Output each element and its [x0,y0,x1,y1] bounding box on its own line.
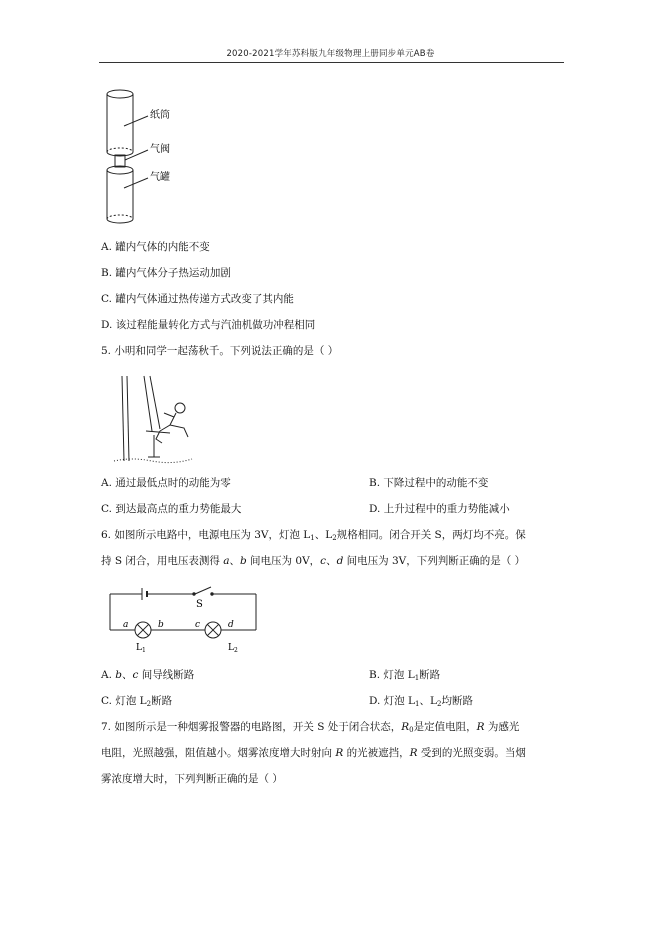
label-gas-can: 气罐 [150,172,170,183]
q5-option-c: C. 到达最高点的重力势能最大 [101,503,242,515]
page-header: 2020-2021学年苏科版九年级物理上册同步单元AB卷 [226,49,435,59]
q4-option-c: C. 罐内气体通过热传递方式改变了其内能 [101,293,294,305]
label-point-c: c [195,620,201,630]
q5-option-a: A. 通过最低点时的动能为零 [101,477,231,489]
q7-stem-line2: 电阻，光照越强，阻值越小。烟雾浓度增大时射向 R 的光被遮挡，R 受到的光照变弱。当烟 [101,747,526,759]
q4-option-a: A. 罐内气体的内能不变 [101,241,210,253]
can-figure [100,88,190,228]
q5-option-d: D. 上升过程中的重力势能减小 [369,503,510,515]
label-point-b: b [158,620,164,630]
label-switch-s: S [196,599,203,610]
label-point-a: a [123,620,129,630]
q7-stem-line3: 雾浓度增大时，下列判断正确的是（ ） [101,773,283,785]
header-rule [99,62,564,63]
q5-option-b: B. 下降过程中的动能不变 [369,477,489,489]
q6-option-a: A. b、c 间导线断路 [101,669,195,681]
q5-stem: 5. 小明和同学一起荡秋千。下列说法正确的是（ ） [101,345,339,357]
label-paper-tube: 纸筒 [150,110,170,121]
label-lamp-l1: $L_1$ [136,643,146,654]
q6-option-c: C. 灯泡 $L_2$断路 [101,695,173,708]
paper-tube-top [107,90,133,98]
label-lamp-l2: $L_2$ [228,643,238,654]
q6-option-b: B. 灯泡 $L_1$断路 [369,669,441,682]
q4-option-b: B. 罐内气体分子热运动加剧 [101,267,231,279]
q6-stem-line2: 持 S 闭合，用电压表测得 a、b 间电压为 0V，c、d 间电压为 3V，下列判断正确的是（ ） [101,555,526,567]
switch-lever [195,587,211,594]
switch-contact-left [193,593,195,595]
label-point-d: d [228,620,234,630]
q6-stem-line1: 6. 如图所示电路中，电源电压为 3V，灯泡 $L_1$、$L_2$规格相同。闭合开关 S，两灯均不亮。保 [101,529,526,542]
label-valve: 气阀 [150,144,170,155]
q6-option-d: D. 灯泡 $L_1$、$L_2$均断路 [369,695,473,708]
q4-option-d: D. 该过程能量转化方式与汽油机做功冲程相同 [101,319,316,331]
valve [115,155,125,167]
circuit-figure [108,586,263,654]
child-head [175,403,185,413]
swing-figure [112,373,202,468]
switch-contact-right [211,593,213,595]
q7-stem-line1: 7. 如图所示是一种烟雾报警器的电路图，开关 S 处于闭合状态，$R_0$是定值电阻，R 为感光 [101,721,520,734]
